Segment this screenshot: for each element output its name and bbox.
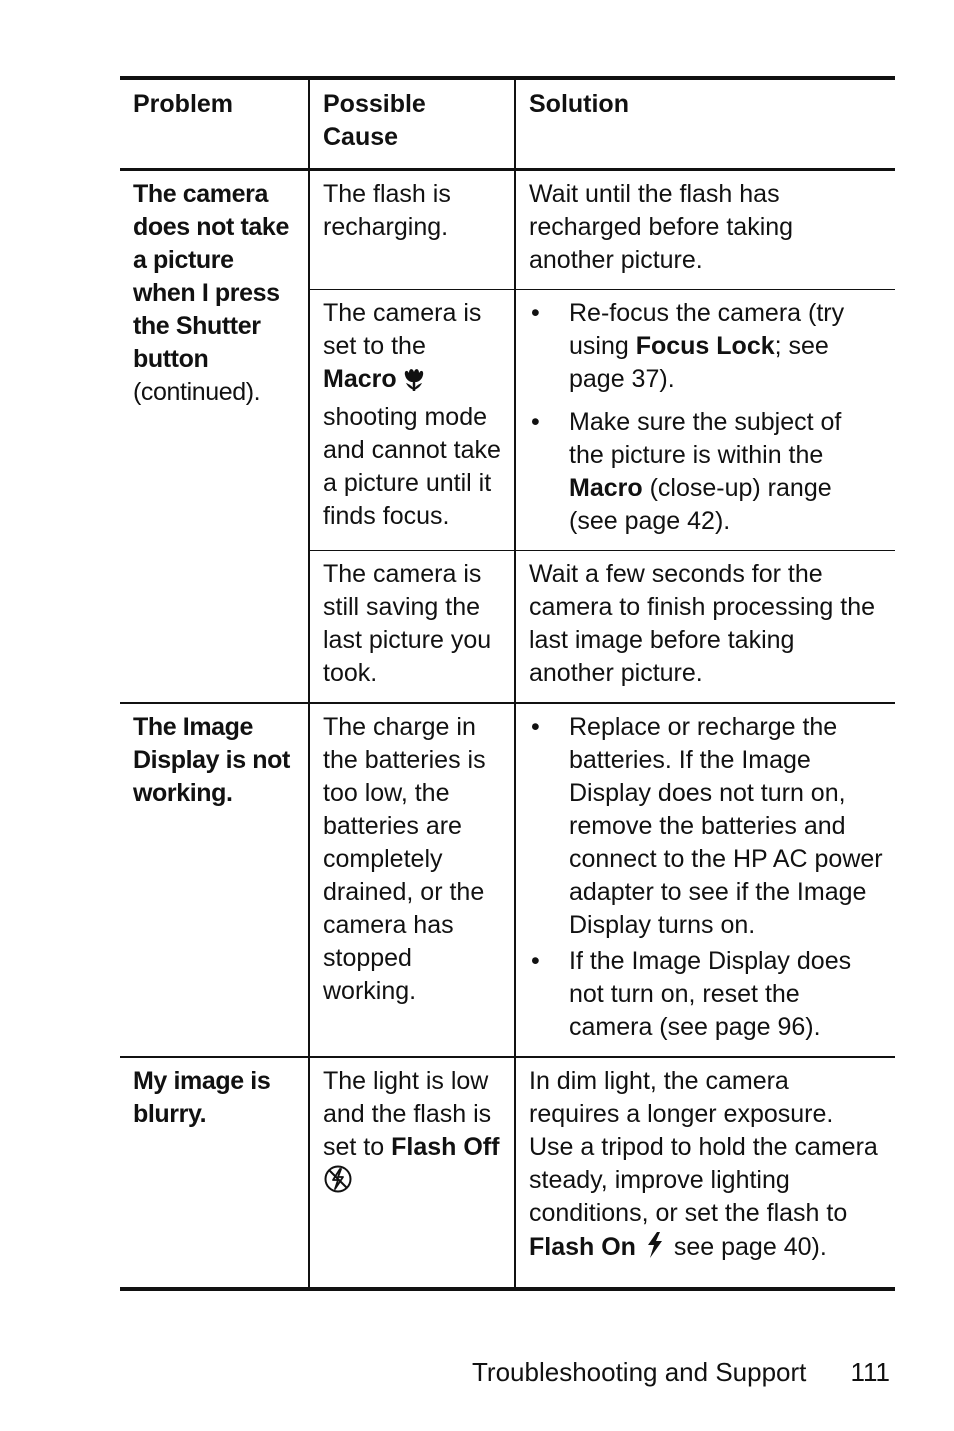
solution-cell [515,170,895,290]
macro-mode-label: Macro [323,365,397,393]
cause-text: The flash is recharging. [323,180,451,241]
cause-cell [309,290,515,551]
table-row [120,1057,895,1289]
solution-list [529,297,883,538]
problem-note: (continued). [133,378,261,406]
solution-cell [515,703,895,1057]
list-item [529,297,883,396]
cause-cell [309,170,515,290]
table-row [120,703,895,1057]
solution-text: Wait a few seconds for the camera to finish processing the last image before taking another picture. [529,560,876,687]
list-item: • If the Image Display does not turn on, reset the camera (see page 96). [529,945,883,1044]
focus-lock-label: Focus Lock [635,332,775,360]
table-row [120,170,895,290]
problem-cell [120,1057,309,1289]
header-solution: Solution [515,78,895,170]
cause-text: The camera is still saving the last picture you took. [323,560,492,687]
problem-text: The camera does not take a picture when I press the Shutter button [133,180,289,373]
list-item: • Replace or recharge the batteries. If the Image Display does not turn on, remove the batteries and connect to the HP AC power adapter to see if the Image Display turns on. [529,711,883,942]
problem-text: The Image Display is not working. [133,713,290,807]
footer-section-title: Troubleshooting and Support [472,1357,807,1387]
cause-text: The light is low and the flash is set to [323,1067,492,1161]
problem-cell [120,170,309,704]
troubleshooting-table [120,76,895,1291]
list-item-text: (close-up) range (see page 42). [569,474,832,535]
page-number: 111 [850,1357,890,1387]
solution-cell [515,551,895,704]
cause-text: The charge in the batteries is too low, the batteries are completely drained, or the camera has stopped working. [323,713,486,1005]
solution-cell [515,1057,895,1289]
list-item-text: Re-focus the camera (try using [569,299,845,360]
list-item-text: Make sure the subject of the picture is within the [569,408,842,469]
problem-text: My image is blurry. [133,1067,271,1128]
header-possible-cause: Possible Cause [309,78,515,170]
header-problem: Problem [120,78,309,170]
flash-off-icon [323,1164,353,1203]
solution-text: see page 40). [673,1233,827,1261]
problem-cell [120,703,309,1057]
solution-text: In dim light, the camera requires a longer exposure. Use a tripod to hold the camera steady, improve lighting conditions, or set the flash to [529,1067,878,1227]
macro-mode-label: Macro [569,474,643,502]
flash-on-icon [643,1230,667,1269]
list-item [529,406,883,538]
cause-text: The camera is set to the [323,299,482,360]
solution-list [529,711,883,1044]
solution-cell [515,290,895,551]
cause-cell [309,551,515,704]
flash-on-label: Flash On [529,1233,636,1261]
cause-cell [309,703,515,1057]
header-row [120,78,895,170]
macro-icon [404,368,438,401]
page-footer [472,1355,892,1389]
cause-cell [309,1057,515,1289]
list-item-text: ; see page 37). [569,332,829,393]
flash-off-label: Flash Off [391,1133,500,1161]
cause-text: shooting mode and cannot take a picture until it finds focus. [323,403,501,530]
solution-text: Wait until the flash has recharged before taking another picture. [529,180,794,274]
